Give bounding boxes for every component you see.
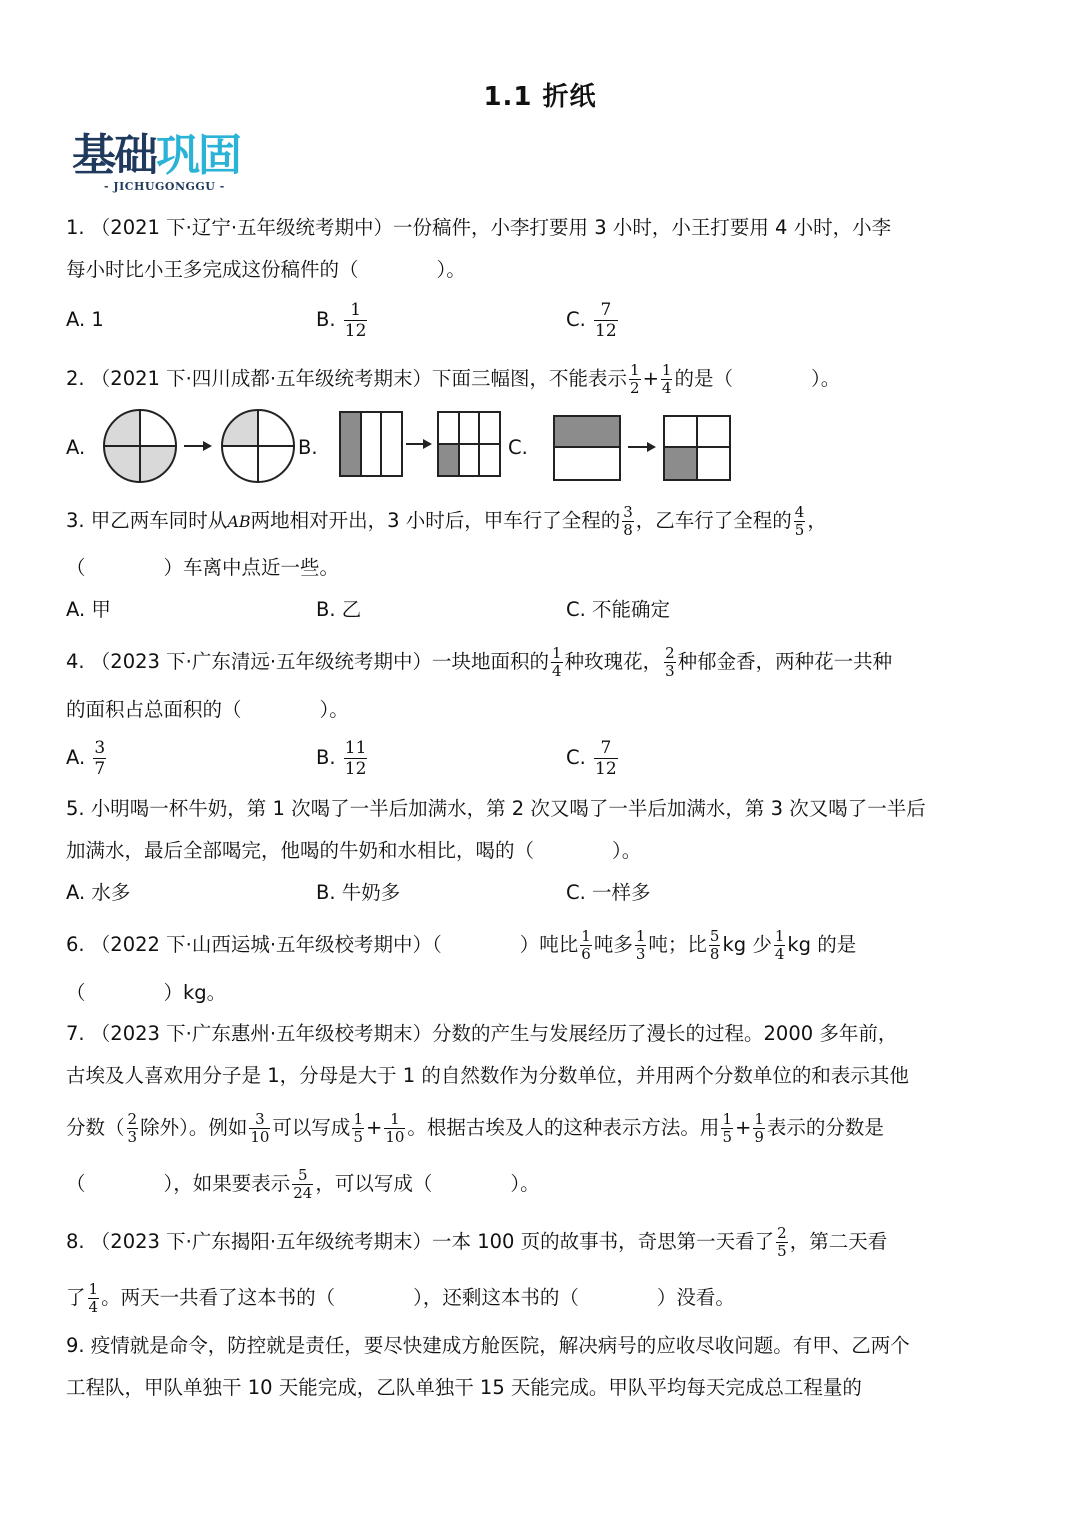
q8-line1: 8. （2023 下·广东揭阳·五年级统考期末）一本 100 页的故事书，奇思第一天看了 $\frac{2}{5}$ ，第二天看 — [66, 1224, 888, 1260]
q2-option-a-label: A. — [66, 436, 86, 459]
fraction: $\frac{2}{3}$ — [665, 644, 675, 680]
fraction: $\frac{4}{5}$ — [794, 503, 805, 539]
fraction: $\frac{1}{9}$ — [754, 1110, 764, 1146]
fraction: $\frac{5}{8}$ — [709, 927, 720, 963]
q4-option-c: C. $\frac{7}{12}$ — [566, 738, 617, 779]
fraction: $\frac{1}{4}$ — [774, 927, 785, 963]
fraction: $\frac{3}{10}$ — [250, 1110, 270, 1146]
logo-subtitle: - JICHUGONGGU - — [104, 180, 225, 193]
fraction: $\frac{1}{10}$ — [385, 1110, 405, 1146]
page-title: 1.1 折纸 — [483, 82, 597, 112]
fraction: $\frac{1}{4}$ — [661, 361, 672, 397]
q3-line2: （ ）车离中点近一些。 — [66, 556, 340, 579]
fraction: $\frac{1}{4}$ — [88, 1280, 99, 1316]
q2-option-b-label: B. — [298, 436, 318, 459]
q8-line2: 了 $\frac{1}{4}$ 。两天一共看了这本书的（ ），还剩这本书的（ ）没看。 — [66, 1280, 735, 1316]
fraction: $\frac{3}{7}$ — [94, 738, 106, 779]
q5-option-a: A. 水多 — [66, 881, 131, 904]
q4-option-b: B. $\frac{11}{12}$ — [316, 738, 367, 779]
fraction: $\frac{1}{4}$ — [552, 644, 562, 680]
q9-line2: 工程队，甲队单独干 10 天能完成，乙队单独干 15 天能完成。甲队平均每天完成总工程量的 — [66, 1376, 862, 1399]
q1-line2: 每小时比小王多完成这份稿件的（ ）。 — [66, 258, 466, 281]
fraction: $\frac{1}{5}$ — [722, 1110, 732, 1146]
q6-line1: 6. （2022 下·山西运城·五年级校考期中）（ ）吨比 $\frac{1}{6}$ 吨多 $\frac{1}{3}$ 吨；比 $\frac{5}{8}$ kg 少 $\frac{1}{4}$ kg 的是 — [66, 927, 857, 963]
section-logo — [72, 132, 262, 196]
q1-line1: 1. （2021 下·辽宁·五年级统考期中）一份稿件，小李打要用 3 小时，小王打要用 4 小时，小李 — [66, 216, 892, 239]
q3-option-b: B. 乙 — [316, 598, 362, 621]
q2-option-a-figure — [100, 404, 300, 488]
q3-option-a: A. 甲 — [66, 598, 111, 621]
fraction: $\frac{11}{12}$ — [344, 738, 367, 779]
fraction: $\frac{1}{5}$ — [353, 1110, 363, 1146]
q7-line1: 7. （2023 下·广东惠州·五年级校考期末）分数的产生与发展经历了漫长的过程。2000 多年前， — [66, 1022, 898, 1045]
q4-option-a: A. $\frac{3}{7}$ — [66, 738, 106, 779]
q4-line1: 4. （2023 下·广东清远·五年级统考期中）一块地面积的 $\frac{1}{4}$ 种玫瑰花， $\frac{2}{3}$ 种郁金香，两种花一共种 — [66, 644, 893, 680]
fraction: $\frac{3}{8}$ — [623, 503, 633, 539]
q3-option-c: C. 不能确定 — [566, 598, 671, 621]
fraction: $\frac{2}{5}$ — [777, 1224, 787, 1260]
q5-option-c: C. 一样多 — [566, 881, 651, 904]
q1-option-c-fraction: $\frac{7}{12}$ — [595, 300, 617, 341]
q3-ab-label: AB — [227, 512, 251, 531]
fraction: $\frac{1}{3}$ — [635, 927, 646, 963]
fraction: $\frac{1}{2}$ — [630, 361, 640, 397]
fraction: $\frac{1}{6}$ — [581, 927, 591, 963]
q1-option-b: B. $\frac{1}{12}$ — [316, 300, 367, 341]
logo-text-part1: 基础 — [72, 130, 156, 181]
q7-line3: 分数（ $\frac{2}{3}$ 除外）。例如 $\frac{3}{10}$ 可以写成 $\frac{1}{5}$ + $\frac{1}{10}$ 。根据古埃及人的这种表示方法。用 $\frac{1}{5}$ + $\frac{1}{9}$ 表示的分数是 — [66, 1110, 884, 1146]
q9-line1: 9. 疫情就是命令，防控就是责任，要尽快建成方舱医院，解决病号的应收尽收问题。有甲、乙两个 — [66, 1334, 910, 1357]
q5-option-b: B. 牛奶多 — [316, 881, 401, 904]
q2-line1: 2. （2021 下·四川成都·五年级统考期末）下面三幅图，不能表示 $\frac{1}{2}$ + $\frac{1}{4}$ 的是（ ）。 — [66, 361, 841, 397]
q1-option-c: C. $\frac{7}{12}$ — [566, 300, 617, 341]
q1-option-b-fraction: $\frac{1}{12}$ — [344, 300, 367, 341]
q2-option-c-label: C. — [508, 436, 528, 459]
q7-line2: 古埃及人喜欢用分子是 1，分母是大于 1 的自然数作为分数单位，并用两个分数单位的和表示其他 — [66, 1064, 909, 1087]
q6-line2: （ ）kg。 — [66, 981, 227, 1004]
q2-option-b-figure — [338, 410, 504, 480]
logo-text-part2: 巩固 — [156, 130, 240, 181]
fraction: $\frac{7}{12}$ — [595, 738, 617, 779]
fraction: $\frac{5}{24}$ — [293, 1166, 313, 1202]
q2-option-c-figure — [552, 414, 734, 484]
q5-line1: 5. 小明喝一杯牛奶，第 1 次喝了一半后加满水，第 2 次又喝了一半后加满水，第 3 次又喝了一半后 — [66, 797, 926, 820]
q3-line1: 3. 甲乙两车同时从AB两地相对开出，3 小时后，甲车行了全程的 $\frac{3}{8}$ ，乙车行了全程的 $\frac{4}{5}$ ， — [66, 503, 827, 539]
q1-option-a: A. 1 — [66, 308, 104, 331]
q5-line2: 加满水，最后全部喝完，他喝的牛奶和水相比，喝的（ ）。 — [66, 839, 642, 862]
q7-line4: （ ），如果要表示 $\frac{5}{24}$ ，可以写成（ ）。 — [66, 1166, 540, 1202]
fraction: $\frac{2}{3}$ — [127, 1110, 138, 1146]
q4-line2: 的面积占总面积的（ ）。 — [66, 698, 349, 721]
